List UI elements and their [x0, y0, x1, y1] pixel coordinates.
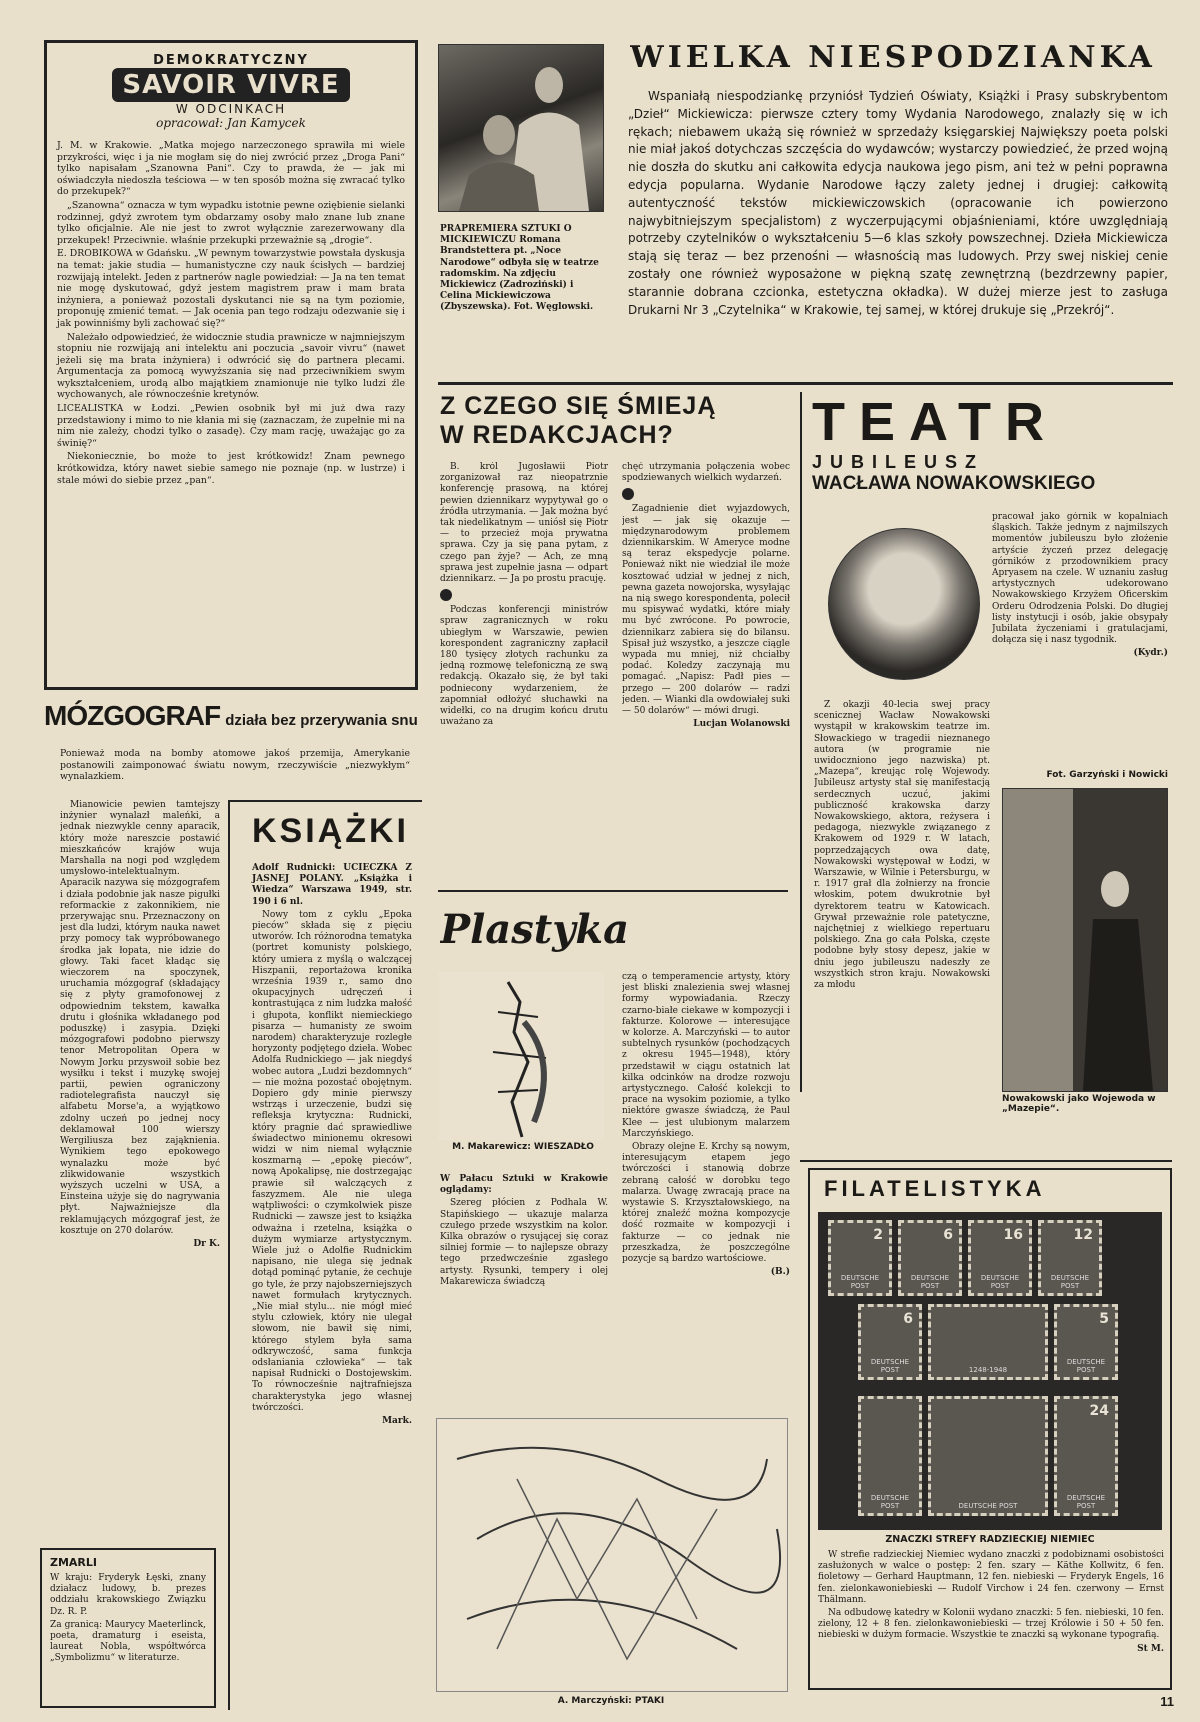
stamp: [968, 1220, 1032, 1296]
stamp-label: DEUTSCHE POST: [980, 1274, 1020, 1290]
plastyka-title: [440, 906, 800, 966]
zmarli-title: ZMARLI: [50, 1556, 98, 1569]
savoir-question-2: E. DROBIKOWA w Gdańsku. „W pewnym towarzystwie powstała dyskusja na temat: jakie studia — humanistyczne czy nauk ścisłych — bardziej rozwijają intelekt. Jeden z partnerów nagle powiedział: — Ja na ten temat nie mogę dyskutować, gdyż jestem magistrem praw i mam brata inżyniera, a ponieważ pozostali dyskutanci nie są na tym poziomie, proponuję zmienić temat. — Jak ocenia pan tego rodzaju odezwanie się i jak powinniśmy byli zachować się?“: [57, 248, 405, 329]
plastyka-signature: (B.): [770, 1267, 790, 1278]
redakcja-story-2-cont: chęć utrzymania połączenia wobec spodziewanych wielkich wydarzeń.: [622, 462, 790, 484]
plastyka-fig1-caption: [440, 1142, 606, 1172]
ksiazki-box: [228, 800, 422, 1710]
plastyka-wieszadlo-drawing: [438, 972, 604, 1140]
plastyka-col-1: [440, 1174, 608, 1414]
bullet-icon: [440, 589, 452, 601]
zmarli-text-abroad: Za granicą: Maurycy Maeterlinck, poeta, dramaturg i eseista, laureat Nobla, współtwórca „Symbolizmu“ w literaturze.: [50, 1619, 206, 1664]
savoir-banner-author: opracował: Jan Kamycek: [156, 116, 306, 130]
redakcja-story-2: Podczas konferencji ministrów spraw zagranicznych w roku ubiegłym w Warszawie, pewien korespondent zagraniczny zapłacił 180 tysięcy złotych rachunku za jedną rozmowę telefoniczną ze swą redakcją. Okazało się, że był taki podniecony wydarzeniem, że zapomniał odłożyć słuchawki na widełki, co na drugim końcu drutu uważano za: [440, 605, 608, 728]
premiere-photo-figures: [439, 45, 603, 211]
teatr-header: [812, 392, 1172, 510]
savoir-vivre-box: [44, 40, 418, 690]
stamp: [1038, 1220, 1102, 1296]
teatr-body: [814, 700, 990, 1120]
stamp-label: DEUTSCHE POST: [1066, 1358, 1106, 1374]
stamp: [858, 1396, 922, 1516]
stamp-value: 2: [873, 1227, 883, 1243]
savoir-banner-sub: W ODCINKACH: [175, 102, 287, 116]
teatr-bottom-rule: [800, 1160, 1172, 1162]
savoir-answer-1: „Szanowna“ oznacza w tym wypadku istotnie pewne oziębienie sielanki rodzinnej, gdyż zwrotem tym obdarzamy osoby mało znane lub znane tylko oficjalnie. Ale nie jest to zwrot wyłącznie zarezerwowany dla przekupek! Przeciwnie. właśnie przekupki przeważnie są „drogie“.: [57, 199, 405, 246]
stamp-value: 5: [1099, 1311, 1109, 1327]
mazepa-photo: [1002, 788, 1168, 1092]
mozgograf-lead-text: Ponieważ moda na bomby atomowe jakoś przemija, Amerykanie postanowili zaimponować światu nowym, rzeczywiście „niezwykłym“ wynalazkiem.: [60, 748, 410, 783]
ksiazki-title: KSIĄŻKI: [252, 812, 409, 850]
ksiazki-signature: Mark.: [382, 1415, 412, 1426]
plastyka-fig2-caption: [436, 1696, 786, 1716]
stamp-label: DEUTSCHE POST: [870, 1494, 910, 1510]
teatr-side-col: [992, 512, 1168, 772]
stamp-label: DEUTSCHE POST: [1066, 1494, 1106, 1510]
stamp-label: 1248-1948: [968, 1366, 1008, 1374]
plastyka-col1-text: Szereg płócien z Podhala W. Stapińskiego — ukazuje malarza czułego przede wszystkim na kolor. Kilka obrazów o rysującej się coraz silniej formie — to najlepsze obrazy tego przedwcześnie zgasłego artysty. Rysunki, tempery i olej Makarewicza świadczą: [440, 1198, 608, 1287]
stamp: [1054, 1396, 1118, 1516]
teatr-body-text: Z okazji 40-lecia swej pracy scenicznej Wacław Nowakowski wystąpił w krakowskim teatrze im. Słowackiego w tragedii nieznanego autora (w programie nie uwidoczniono jego nazwiska) pt. „Mazepa“, kreując rolę Wojewody. Jubileusz artysty stał się manifestacją serdecznych uczuć, jakimi publiczność krakowska darzy Nowakowskiego, aktora, reżysera i pedagoga, niezwykle związanego z Krakowem od 1929 r. W latach, poprzedzających owa datę, Nowakowski występował w Łodzi, w Warszawie, w Wilnie i Petersburgu, w r. 1917 grał dla żołnierzy na froncie włoskim, potem dwukrotnie był dyrektorem teatru w Katowicach. Grywał przeważnie role patetyczne, najchętniej z wielkiego repertuaru polskiego. Zna go cała Polska, częste podobne były stosy depesz, jakie w dniu jego jubileuszu nadeszły ze wszystkich stron kraju. Nowakowski za młodu: [814, 700, 990, 991]
wieszadlo-sketch: [438, 972, 604, 1140]
ptaki-sketch: [437, 1419, 787, 1691]
ksiazki-body: Nowy tom z cyklu „Epoka pieców“ składa się z pięciu utworów. Ich różnorodna tematyka (portret komunisty polskiego, który umiera z myślą o walczącej Hiszpanii, reportażowa kronika września 1939 r., samo dno okupacyjnych udręczeń i kontrastująca z nim ludzka małość i głupota, konflikt niemieckiego pisarza — humanisty ze swoim narodem) charakteryzuje rozległe horyzonty podjętego dzieła. Wobec Adolfa Rudnickiego — jak niegdyś wobec autora „Ludzi bezdomnych“ — nie można pozostać obojętnym. Dopiero gdy minie pierwszy wstrząs i urzeczenie, budzi się refleksja krytyczna: Rudnicki, który pragnie dać sprawiedliwe świadectwo minionemu okresowi widzi w nim niemal wyłącznie koszmarną — „epokę pieców“, nową Apokalipsę, nie dostrzegając prawie sił walczących z faszyzmem. Ale nie ulega wątpliwości: o czymkolwiek pisze Rudnicki — zawsze jest to książka odważna i rzetelna, książka o dużym wymiarze artystycznym. Wiele już o Adolfie Rudnickim napisano, nie ulega się jednak dotąd pominąć pytanie, że cechuje go tyle, że przy najobszerniejszych nawet formułach krytycznych. „Nie miał stylu... nie mógł mieć stylu człowiek, który nie ulegał słowom, nie bawił się nimi, którego stylem była sama odkrywczość, sama funkcja odsłaniania człowieka“ — tak napisał Rudnicki o Dostojewskim. To równocześnie najtrafniejsza charakterystyka jego własnej twórczości.: [252, 909, 412, 1413]
plastyka-col2-text: czą o temperamencie artysty, który jest bliski znalezienia swej własnej formy wypowiadania. Rzeczy czarno-białe ciekawe w kompozycji i fakturze. Kolorowe — interesujące w kolorze. A. Marczyński — to autor subtelnych rysunków (pochodzących z okresu 1945—1948), który przedstawił w ciągu ostatnich lat kilka odcinków na drodze rozwoju artystycznego. Całość kolekcji to prace na wysokim poziomie, a tylko niektóre gwasze świadczą, że Paul Klee — jest ulubionym malarzem Marczyńskiego.: [622, 972, 790, 1139]
plastyka-col-2: [622, 972, 790, 1412]
stamp-label: DEUTSCHE POST: [870, 1358, 910, 1374]
stamp-label: DEUTSCHE POST: [840, 1274, 880, 1290]
savoir-banner: [57, 53, 405, 130]
filatelistyka-title: FILATELISTYKA: [824, 1176, 1046, 1201]
stamp-label: DEUTSCHE POST: [958, 1502, 1018, 1510]
stamp-sheet: [818, 1212, 1162, 1530]
mozgograf-body-text: Mianowicie pewien tamtejszy inżynier wynalazł maleńki, a jednak niezwykle cenny aparacik, który może nareszcie postawić mieszkańców krajów wuja Marshalla na nogi pod względem umysłowo-intelektualnym. Aparacik nazywa się mózgografem i działa podobnie jak nasze pigułki reformackie z zakonnikiem, nie przerywając snu. Przeznaczony on jest dla ludzi, którym nauka nawet przy pomocy tak wypróbowanego środka jak łopata, nie idzie do głowy. Taki facet kładąc się wieczorem na spoczynek, uruchamia mózgograf (składający się z płyty gramofonowej z odpowiednim tekstem, kawałka drutu i głośnika wkładanego pod poduszkę) i zasypia. Dzięki mózgografowi podobno pierwszy tenor Metropolitan Opera w Nowym Jorku przyswoił sobie bez wysiłku i tekst i muzykę swojej partii, pewien ograniczony radiotelegrafista nauczył się alfabetu Morse'a, a wyjątkowo zdolny uczeń po jednej nocy deklamował 100 wierszy Wergiliusza bez zająknienia. Wynikiem tego epokowego wynalazku może być zlikwidowanie wszystkich wyższych uczelni w USA, a Einsteina użyje się do nagrywania płyt. Najważniejsze dla reklamujących mózgograf jest, że kosztuje on 270 dolarów.: [60, 800, 220, 1236]
wielka-title-text: WIELKA NIESPODZIANKA: [630, 40, 1156, 75]
teatr-title: TEATR: [812, 392, 1058, 452]
redakcja-col-1: [440, 462, 608, 886]
premiere-caption: [440, 224, 604, 390]
teatr-subtitle-1: JUBILEUSZ: [812, 452, 985, 472]
wielka-title: [630, 40, 1170, 84]
mazepa-caption-text: Nowakowski jako Wojewoda w „Mazepie“.: [1002, 1094, 1156, 1114]
teatr-side-text: pracował jako górnik w kopalniach śląskich. Także jednym z najmilszych momentów jubileuszu było złożenie artyście życzeń przez delegację górników z przodownikiem pracy Apryasem na czele. W uznaniu zasług artystycznych udekorowano Nowakowskiego Krzyżem Oficerskim Orderu Odrodzenia Polski. Do długiej listy instytucji i osób, jakie obsypały Jubilata życzeniami i gratulacjami, dołącza się i nasz tygodnik.: [992, 512, 1168, 646]
wielka-underline: [438, 382, 1173, 385]
redakcja-title-1: Z CZEGO SIĘ ŚMIEJĄ: [440, 392, 717, 420]
plastyka-fig2-caption-text: A. Marczyński: PTAKI: [557, 1696, 665, 1706]
stamp: [1054, 1304, 1118, 1380]
stamp-value: 6: [943, 1227, 953, 1243]
teatr-subtitle-2: WACŁAWA NOWAKOWSKIEGO: [812, 473, 1096, 494]
redakcja-story-1: B. król Jugosławii Piotr zorganizował raz nieopatrznie konferencję prasową, na której pewien dziennikarz wypytywał go o źródła utrzymania. — Jak można być tak niedelikatnym — uniósł się Piotr — to przecież moja prywatna sprawa. Czy ja się pana pytam, z czego pan żyje? — Ach, ze mną sprawa jest zupełnie jasna — odpart dziennikarz. — Ja po prostu pracuję.: [440, 462, 608, 585]
mozgograf-signature: Dr K.: [193, 1238, 220, 1249]
zmarli-text-domestic: W kraju: Fryderyk Łęski, znany działacz ludowy, b. prezes oddziału krakowskiego Związku Dz. R. P.: [50, 1573, 206, 1617]
filatelistyka-body2-text: Na odbudowę katedry w Kolonii wydano znaczki: 5 fen. niebieski, 10 fen. zielony, 12 + 8 fen. zielonkawoniebieski — trzej Królowie i 50 + 50 fen. niebieski w dużym formacie. Wszystkie te znaczki są wykonane typografią.: [818, 1608, 1164, 1641]
page-number: 11: [1160, 1694, 1174, 1709]
filatelistyka-signature: St M.: [1137, 1643, 1164, 1654]
redakcja-title-2: W REDAKCJACH?: [440, 421, 674, 449]
stamp: [858, 1304, 922, 1380]
premiere-caption-text: PRAPREMIERA SZTUKI O MICKIEWICZU Romana Brandstettera pt. „Noce Narodowe“ odbyła się w teatrze radomskim. Na zdjęciu Mickiewicz (Zadroziński) i Celina Mickiewiczowa (Zbyszewska). Fot. Węglowski.: [440, 224, 599, 313]
plastyka-ptaki-drawing: [436, 1418, 788, 1692]
stamp-value: 16: [1003, 1227, 1023, 1243]
nowakowski-portrait: [828, 528, 980, 680]
savoir-question-3: LICEALISTKA w Łodzi. „Pewien osobnik był mi już dwa razy przedstawiony i mimo to nie kłania mi się (zaznaczam, że zupełnie mi na nim nie zależy, chodzi tylko o zasadę). Czy mam rację, uważając go za świnię?“: [57, 403, 405, 449]
savoir-question-1: J. M. w Krakowie. „Matka mojego narzeczonego sprawiła mi wiele przykrości, więc i ja nie mogłam się do niej zwrócić przez „Droga Pani“ tylko napisałam „Szanowna Pani“. Czy to prawda, że — jak mi oświadczyła niedoszła teściowa — w ten sposób można się zwracać tylko do przekupek?“: [57, 140, 405, 198]
teatr-side-signature: (Kydr.): [1133, 648, 1168, 659]
mozgograf-header: [44, 700, 418, 740]
stamp-value: 6: [903, 1311, 913, 1327]
mozgograf-lead: [60, 748, 410, 800]
mozgograf-body: [60, 800, 220, 1535]
savoir-banner-top: DEMOKRATYCZNY: [153, 53, 309, 68]
redakcja-bottom-rule: [438, 890, 788, 892]
teatr-photo-credit: [1000, 770, 1168, 786]
filatelistyka-body-text: W strefie radzieckiej Niemiec wydano znaczki z podobiznami osobistości zasłużonych w walce o postęp: 2 fen. szary — Käthe Kollwitz, 6 fen. fioletowy — Gerhard Hauptmann, 12 fen. niebieski — Fryderyk Engels, 16 fen. zielonkawoniebieski — Rudolf Virchow i 24 fen. czerwony — Ernst Thälmann.: [818, 1550, 1164, 1605]
stamp-label: DEUTSCHE POST: [910, 1274, 950, 1290]
zmarli-box: [40, 1548, 216, 1708]
stamp-value: 12: [1073, 1227, 1093, 1243]
mozgograf-title: MÓZGOGRAF: [44, 700, 221, 731]
mazepa-figure: [1003, 789, 1167, 1091]
premiere-photo: [438, 44, 604, 212]
filatelistyka-caption: [818, 1534, 1162, 1550]
stamp-label: DEUTSCHE POST: [1050, 1274, 1090, 1290]
filatelistyka-caption-text: ZNACZKI STREFY RADZIECKIEJ NIEMIEC: [885, 1534, 1095, 1545]
stamp-value: 24: [1089, 1403, 1109, 1419]
savoir-banner-main: SAVOIR VIVRE: [112, 68, 349, 102]
filatelistyka-body: [818, 1550, 1164, 1686]
wielka-body: [628, 88, 1168, 378]
plastyka-fig1-caption-text: M. Makarewicz: WIESZADŁO: [452, 1142, 594, 1152]
plastyka-col2b-text: Obrazy olejne E. Krchy są nowym, interesującym etapem jego twórczości i stanowią dobrze zebraną całość w dorobku tego malarza. Uwagę zwracają prace na wystawie S. Krzyształowskiego, na której znaleźć można kompozycje dość rozmaite w kompozycji i fakturze — co jednak nie przeszkadza, że poszczególne pozycje są bardzo wartościowe.: [622, 1142, 790, 1265]
redakcja-col-2: [622, 462, 790, 886]
plastyka-intro: W Pałacu Sztuki w Krakowie oglądamy:: [440, 1174, 608, 1196]
ksiazki-biblio: Adolf Rudnicki: UCIECZKA Z JASNEJ POLANY. „Książka i Wiedza“ Warszawa 1949, str. 190 i 6 nl.: [252, 863, 412, 907]
teatr-photo-credit-text: Fot. Garzyński i Nowicki: [1046, 770, 1168, 780]
bullet-icon: [622, 488, 634, 500]
savoir-answer-2: Należało odpowiedzieć, że widocznie studia prawnicze w najmniejszym stopniu nie rozwijają ani intelektu ani poczucia „savoir vivru“ (nawet jeżeli się ma brata inżyniera) i odwrócić się do partnera plecami. Argumentacja za pomocą wywyższania się nad przeciwnikiem swym wykształceniem, urodą albo majątkiem znamionuje nie tylko ludzi źle wychowanych, ale równocześnie kretynów.: [57, 331, 405, 401]
mazepa-caption: [1002, 1094, 1168, 1124]
wielka-body-text: Wspaniałą niespodziankę przyniósł Tydzień Oświaty, Książki i Prasy subskrybentom „Dzieł“ Mickiewicza: pierwsze cztery tomy Wydania Narodowego, znalazły się w ich rękach; niebawem ukażą się również w sprzedaży księgarskiej Największy poeta polski nie miał jakoś dotychczas szczęścia do wydawców; wystarczy powiedzieć, że przed wojną nie doszła do skutku ani całkowita edycja naukowa jego pism, ani też w pełni poprawna edycja popularna. Wydanie Narodowe łączy zalety jednej i drugiej: całkowitą autentyczność tekstów mickiewiczowskich (opracowanie ich powierzono najwybitniejszym specjalistom) z wyczerpującymi objaśnieniami, które uwzględniają potrzeby czytelników o wykształceniu 5—6 klas szkoły powszechnej. Dzieła Mickiewicza stają się teraz — bez przenośni — własnością mas ludowych. Przy swej niskiej cenie zostały one również wyposażone w piękną szatę zewnętrzną (bezdrzewny papier, starannie dobrana czcionka, estetyczna okładka). W dużej mierze jest to zasługa Drukarni Nr 3 „Czytelnika“ w Krakowie, tej samej, w której drukuje się „Przekrój“.: [628, 89, 1168, 317]
redakcja-header: [440, 392, 800, 454]
stamp: [928, 1396, 1048, 1516]
stamp: [898, 1220, 962, 1296]
redakcja-story-3: Zagadnienie diet wyjazdowych, jest — jak się okazuje — międzynarodowym problemem dziennikarskim. W Ameryce modne są teraz ekspedycje polarne. Ponieważ nikt nie wiedział ile może kosztować udział w jednej z nich, pewna gazeta nowojorska, wysyłając na nią swego korespondenta, polecił mu spisywać wydatki, które miały mu być zwrócone. Po powrocie, dziennikarz zabiera się do bilansu. Spisał już wszystko, a jeszcze ciągle wypada mu mniej, niż chciałby podać. Koledzy zaczynają mu pomagać. „Napisz: Padł pies — przego — 200 dolarów — radzi jeden. — Wianki dla owdowiałej suki — 50 dolarów“ — mówi drugi.: [622, 504, 790, 717]
column-divider: [800, 392, 802, 1092]
plastyka-title-text: Plastyka: [440, 906, 630, 953]
stamp: [828, 1220, 892, 1296]
redakcja-signature: Lucjan Wolanowski: [693, 719, 790, 730]
mozgograf-title-rest: działa bez przerywania snu: [225, 712, 418, 729]
savoir-answer-3: Niekoniecznie, bo może to jest krótkowidz! Znam pewnego krótkowidza, który nawet siebie samego nie poznaje (np. w lustrze) i stale mówi do siebie przez „pan“.: [57, 451, 405, 486]
stamp: [928, 1304, 1048, 1380]
